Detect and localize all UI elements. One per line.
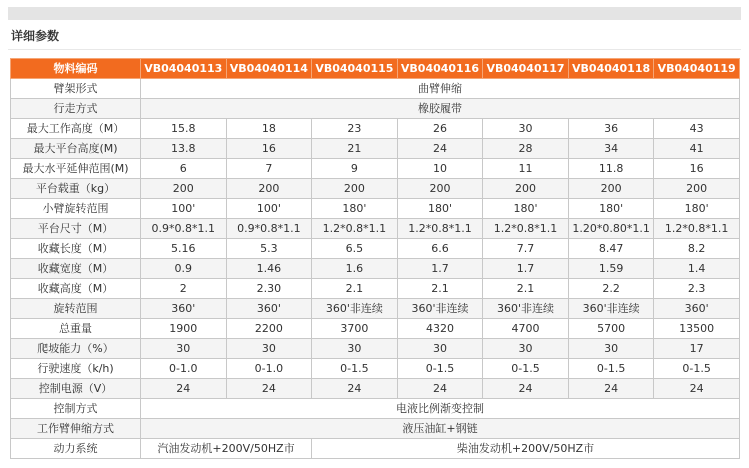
value-cell: 30 bbox=[397, 339, 483, 359]
value-cell: 360'非连续 bbox=[568, 299, 654, 319]
value-cell: 41 bbox=[654, 139, 740, 159]
row-label-cell: 控制方式 bbox=[11, 399, 141, 419]
value-cell: 0-1.5 bbox=[654, 359, 740, 379]
value-cell: 24 bbox=[568, 379, 654, 399]
table-row bbox=[11, 79, 740, 99]
value-cell: 30 bbox=[141, 339, 227, 359]
row-label-cell: 最大平台高度(M) bbox=[11, 139, 141, 159]
value-cell: 34 bbox=[568, 139, 654, 159]
value-cell: 21 bbox=[312, 139, 398, 159]
value-cell: 2 bbox=[141, 279, 227, 299]
value-cell: 0-1.5 bbox=[397, 359, 483, 379]
value-cell: 2.30 bbox=[226, 279, 312, 299]
row-label-cell: 行驶速度（k/h) bbox=[11, 359, 141, 379]
value-cell: 360'非连续 bbox=[312, 299, 398, 319]
row-label-cell: 平台尺寸（M） bbox=[11, 219, 141, 239]
row-label-cell: 小臂旋转范围 bbox=[11, 199, 141, 219]
table-row bbox=[11, 239, 740, 259]
value-cell: 2.1 bbox=[483, 279, 569, 299]
row-label-cell: 平台载重（kg） bbox=[11, 179, 141, 199]
value-cell: 30 bbox=[226, 339, 312, 359]
value-cell: 180' bbox=[483, 199, 569, 219]
table-row bbox=[11, 439, 740, 459]
value-cell: 8.2 bbox=[654, 239, 740, 259]
value-cell: 0.9 bbox=[141, 259, 227, 279]
header-cell: VB04040115 bbox=[312, 59, 398, 79]
table-header-row bbox=[11, 59, 740, 79]
row-label-cell: 最大水平延伸范围(M) bbox=[11, 159, 141, 179]
value-cell: 13500 bbox=[654, 319, 740, 339]
value-cell: 0-1.0 bbox=[226, 359, 312, 379]
value-cell: 1.2*0.8*1.1 bbox=[397, 219, 483, 239]
value-cell: 24 bbox=[483, 379, 569, 399]
table-row bbox=[11, 159, 740, 179]
value-cell: 1.7 bbox=[483, 259, 569, 279]
value-cell: 100' bbox=[226, 199, 312, 219]
merged-value-cell: 柴油发动机+200V/50HZ市 bbox=[312, 439, 740, 459]
value-cell: 4700 bbox=[483, 319, 569, 339]
header-cell: VB04040118 bbox=[568, 59, 654, 79]
table-row bbox=[11, 379, 740, 399]
value-cell: 3700 bbox=[312, 319, 398, 339]
value-cell: 16 bbox=[654, 159, 740, 179]
table-row bbox=[11, 359, 740, 379]
table-row bbox=[11, 219, 740, 239]
merged-value-cell: 液压油缸+钢链 bbox=[141, 419, 740, 439]
merged-value-cell: 汽油发动机+200V/50HZ市 bbox=[141, 439, 312, 459]
spec-table bbox=[10, 58, 740, 459]
value-cell: 200 bbox=[568, 179, 654, 199]
table-row bbox=[11, 319, 740, 339]
value-cell: 7.7 bbox=[483, 239, 569, 259]
value-cell: 4320 bbox=[397, 319, 483, 339]
value-cell: 5.3 bbox=[226, 239, 312, 259]
table-row bbox=[11, 339, 740, 359]
value-cell: 1.6 bbox=[312, 259, 398, 279]
value-cell: 16 bbox=[226, 139, 312, 159]
section-title: 详细参数 bbox=[11, 29, 60, 43]
table-row bbox=[11, 199, 740, 219]
value-cell: 26 bbox=[397, 119, 483, 139]
header-cell: VB04040119 bbox=[654, 59, 740, 79]
row-label-cell: 总重量 bbox=[11, 319, 141, 339]
value-cell: 360' bbox=[226, 299, 312, 319]
table-row bbox=[11, 399, 740, 419]
value-cell: 5.16 bbox=[141, 239, 227, 259]
value-cell: 1.2*0.8*1.1 bbox=[654, 219, 740, 239]
table-row bbox=[11, 299, 740, 319]
top-gray-bar bbox=[8, 7, 741, 20]
value-cell: 1.4 bbox=[654, 259, 740, 279]
value-cell: 200 bbox=[654, 179, 740, 199]
value-cell: 6.5 bbox=[312, 239, 398, 259]
value-cell: 9 bbox=[312, 159, 398, 179]
value-cell: 1.46 bbox=[226, 259, 312, 279]
row-label-cell: 臂架形式 bbox=[11, 79, 141, 99]
value-cell: 2200 bbox=[226, 319, 312, 339]
value-cell: 2.3 bbox=[654, 279, 740, 299]
value-cell: 13.8 bbox=[141, 139, 227, 159]
section-divider bbox=[8, 49, 741, 50]
value-cell: 360' bbox=[141, 299, 227, 319]
row-label-cell: 行走方式 bbox=[11, 99, 141, 119]
value-cell: 0-1.5 bbox=[568, 359, 654, 379]
row-label-cell: 工作臂伸缩方式 bbox=[11, 419, 141, 439]
value-cell: 1.59 bbox=[568, 259, 654, 279]
merged-value-cell: 曲臂伸缩 bbox=[141, 79, 740, 99]
value-cell: 200 bbox=[397, 179, 483, 199]
value-cell: 0-1.5 bbox=[312, 359, 398, 379]
header-cell: VB04040117 bbox=[483, 59, 569, 79]
row-label-cell: 收藏宽度（M） bbox=[11, 259, 141, 279]
value-cell: 0.9*0.8*1.1 bbox=[141, 219, 227, 239]
merged-value-cell: 电液比例渐变控制 bbox=[141, 399, 740, 419]
value-cell: 200 bbox=[483, 179, 569, 199]
value-cell: 0.9*0.8*1.1 bbox=[226, 219, 312, 239]
value-cell: 1900 bbox=[141, 319, 227, 339]
value-cell: 1.2*0.8*1.1 bbox=[483, 219, 569, 239]
value-cell: 30 bbox=[483, 119, 569, 139]
value-cell: 200 bbox=[141, 179, 227, 199]
value-cell: 1.7 bbox=[397, 259, 483, 279]
value-cell: 24 bbox=[654, 379, 740, 399]
value-cell: 100' bbox=[141, 199, 227, 219]
value-cell: 17 bbox=[654, 339, 740, 359]
value-cell: 11.8 bbox=[568, 159, 654, 179]
value-cell: 23 bbox=[312, 119, 398, 139]
value-cell: 180' bbox=[568, 199, 654, 219]
value-cell: 43 bbox=[654, 119, 740, 139]
value-cell: 6 bbox=[141, 159, 227, 179]
header-cell: 物料编码 bbox=[11, 59, 141, 79]
header-cell: VB04040113 bbox=[141, 59, 227, 79]
value-cell: 24 bbox=[312, 379, 398, 399]
value-cell: 30 bbox=[483, 339, 569, 359]
value-cell: 200 bbox=[226, 179, 312, 199]
row-label-cell: 动力系统 bbox=[11, 439, 141, 459]
row-label-cell: 收藏高度（M） bbox=[11, 279, 141, 299]
table-row bbox=[11, 279, 740, 299]
table-row bbox=[11, 119, 740, 139]
header-cell: VB04040114 bbox=[226, 59, 312, 79]
row-label-cell: 控制电源（V） bbox=[11, 379, 141, 399]
header-cell: VB04040116 bbox=[397, 59, 483, 79]
value-cell: 30 bbox=[568, 339, 654, 359]
table-row bbox=[11, 179, 740, 199]
value-cell: 28 bbox=[483, 139, 569, 159]
table-row bbox=[11, 99, 740, 119]
value-cell: 180' bbox=[654, 199, 740, 219]
value-cell: 36 bbox=[568, 119, 654, 139]
value-cell: 30 bbox=[312, 339, 398, 359]
value-cell: 24 bbox=[141, 379, 227, 399]
table-row bbox=[11, 139, 740, 159]
value-cell: 360' bbox=[654, 299, 740, 319]
value-cell: 1.2*0.8*1.1 bbox=[312, 219, 398, 239]
value-cell: 10 bbox=[397, 159, 483, 179]
value-cell: 8.47 bbox=[568, 239, 654, 259]
row-label-cell: 爬坡能力（%） bbox=[11, 339, 141, 359]
value-cell: 0-1.5 bbox=[483, 359, 569, 379]
value-cell: 15.8 bbox=[141, 119, 227, 139]
value-cell: 2.2 bbox=[568, 279, 654, 299]
value-cell: 6.6 bbox=[397, 239, 483, 259]
value-cell: 200 bbox=[312, 179, 398, 199]
value-cell: 0-1.0 bbox=[141, 359, 227, 379]
value-cell: 1.20*0.80*1.1 bbox=[568, 219, 654, 239]
row-label-cell: 最大工作高度（M） bbox=[11, 119, 141, 139]
value-cell: 360'非连续 bbox=[397, 299, 483, 319]
merged-value-cell: 橡胶履带 bbox=[141, 99, 740, 119]
value-cell: 2.1 bbox=[312, 279, 398, 299]
value-cell: 180' bbox=[397, 199, 483, 219]
value-cell: 360'非连续 bbox=[483, 299, 569, 319]
value-cell: 24 bbox=[397, 379, 483, 399]
table-row bbox=[11, 259, 740, 279]
value-cell: 180' bbox=[312, 199, 398, 219]
value-cell: 24 bbox=[397, 139, 483, 159]
value-cell: 2.1 bbox=[397, 279, 483, 299]
value-cell: 11 bbox=[483, 159, 569, 179]
row-label-cell: 旋转范围 bbox=[11, 299, 141, 319]
value-cell: 18 bbox=[226, 119, 312, 139]
table-row bbox=[11, 419, 740, 439]
value-cell: 7 bbox=[226, 159, 312, 179]
row-label-cell: 收藏长度（M） bbox=[11, 239, 141, 259]
value-cell: 24 bbox=[226, 379, 312, 399]
value-cell: 5700 bbox=[568, 319, 654, 339]
